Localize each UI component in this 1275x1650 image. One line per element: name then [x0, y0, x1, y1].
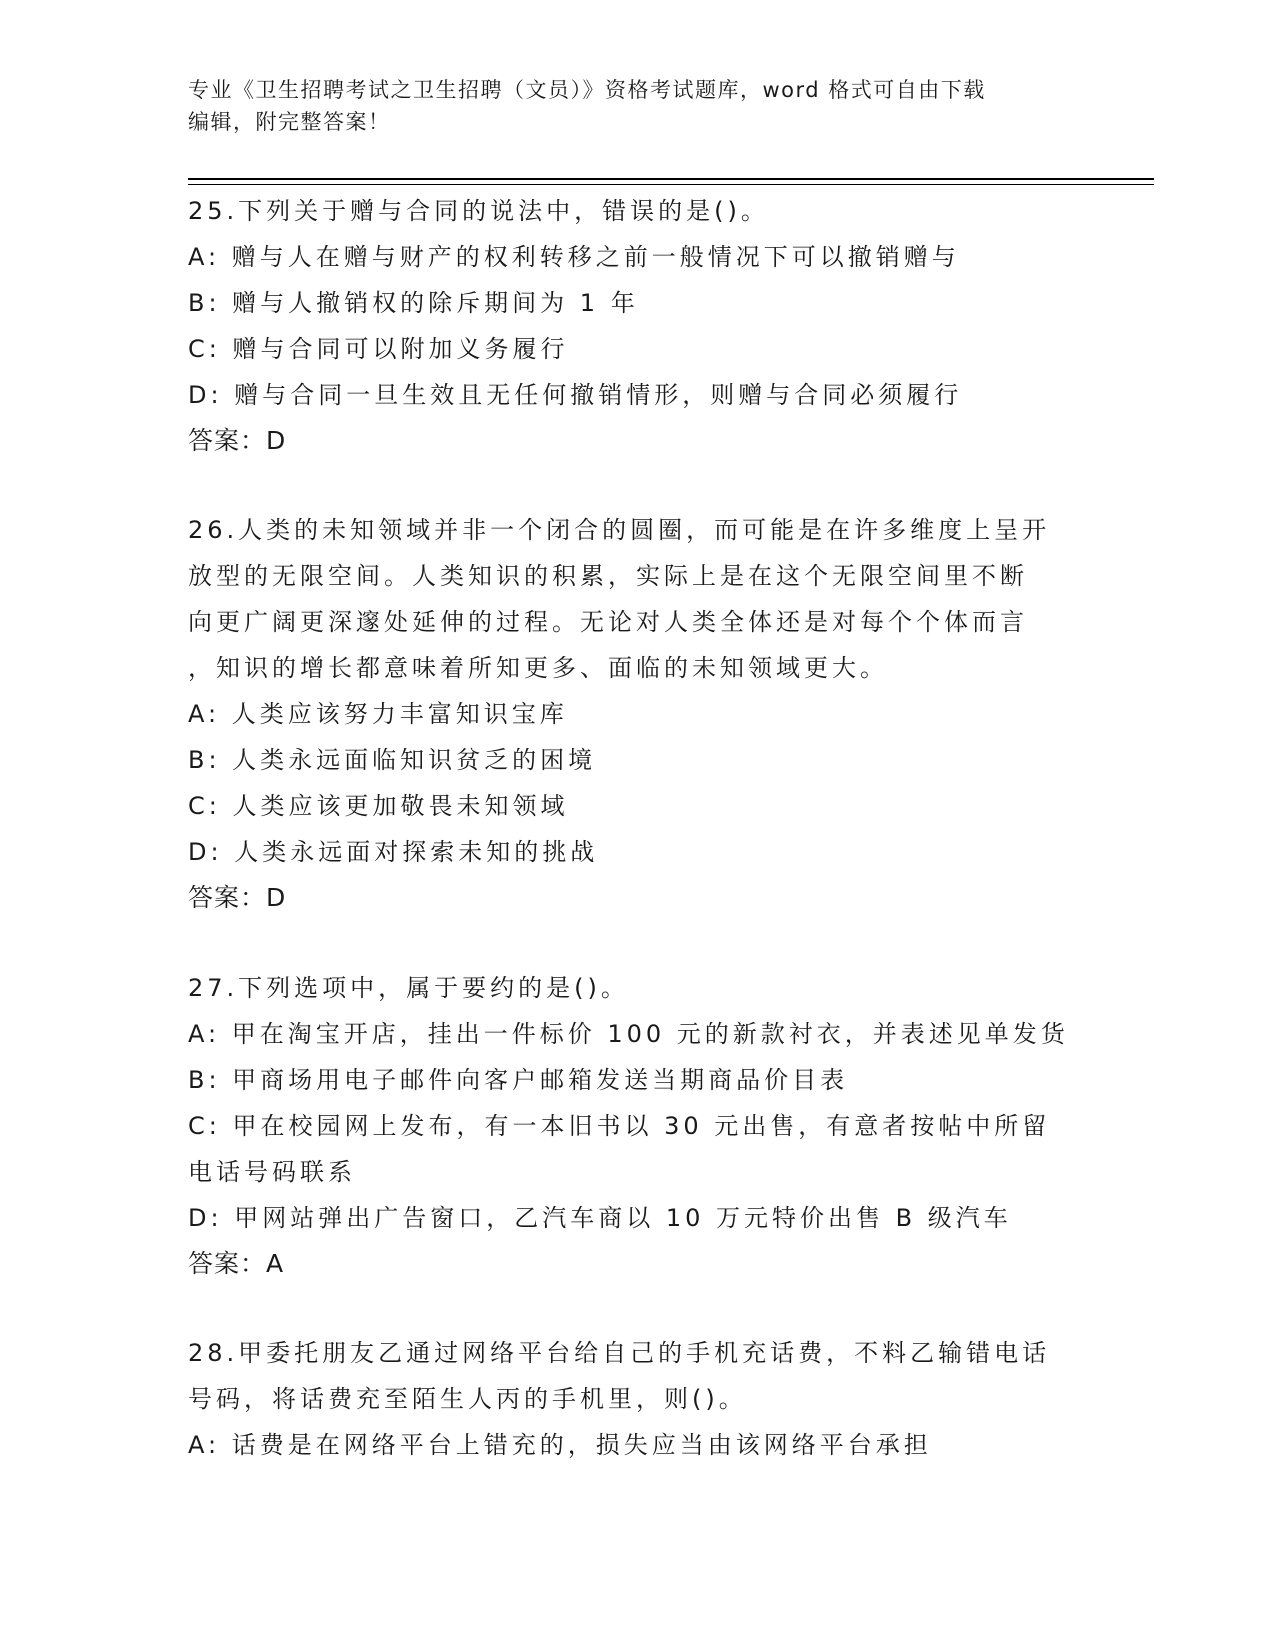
option-b: B: 赠与人撤销权的除斥期间为 1 年	[188, 289, 639, 317]
question-26	[188, 507, 1078, 921]
option-b: B: 甲商场用电子邮件向客户邮箱发送当期商品价目表	[188, 1066, 849, 1094]
option-d: D: 人类永远面对探索未知的挑战	[188, 838, 599, 866]
question-28	[188, 1330, 1078, 1468]
header-line-2: 编辑，附完整答案！	[188, 110, 391, 134]
option-a: A: 赠与人在赠与财产的权利转移之前一般情况下可以撤销赠与	[188, 243, 960, 271]
question-stem-line-2: 放型的无限空间。人类知识的积累，实际上是在这个无限空间里不断	[188, 562, 1028, 590]
question-27	[188, 965, 1078, 1287]
question-stem-line-3: 向更广阔更深邃处延伸的过程。无论对人类全体还是对每个个体而言	[188, 608, 1028, 636]
option-d: D: 甲网站弹出广告窗口，乙汽车商以 10 万元特价出售 B 级汽车	[188, 1204, 1012, 1232]
question-25	[188, 188, 1078, 464]
header-line-1: 专业《卫生招聘考试之卫生招聘（文员）》资格考试题库，word 格式可自由下载	[188, 78, 986, 102]
answer: 答案：D	[188, 883, 287, 912]
answer: 答案：A	[188, 1249, 285, 1278]
question-stem-line-2: 号码，将话费充至陌生人丙的手机里，则()。	[188, 1385, 747, 1413]
header-divider-thick	[188, 178, 1154, 180]
option-a: A: 甲在淘宝开店，挂出一件标价 100 元的新款衬衣，并表述见单发货	[188, 1020, 1069, 1048]
question-stem-line-1: 26.人类的未知领域并非一个闭合的圆圈，而可能是在许多维度上呈开	[188, 516, 1051, 544]
question-stem-line-4: ，知识的增长都意味着所知更多、面临的未知领域更大。	[188, 654, 888, 682]
answer: 答案：D	[188, 426, 287, 455]
option-a: A: 话费是在网络平台上错充的，损失应当由该网络平台承担	[188, 1431, 932, 1459]
option-c: C: 甲在校园网上发布，有一本旧书以 30 元出售，有意者按帖中所留	[188, 1112, 1051, 1140]
option-a: A: 人类应该努力丰富知识宝库	[188, 700, 568, 728]
question-stem: 25.下列关于赠与合同的说法中，错误的是()。	[188, 197, 769, 225]
option-c-continued: 电话号码联系	[188, 1158, 356, 1186]
option-c: C: 赠与合同可以附加义务履行	[188, 335, 569, 363]
option-d: D: 赠与合同一旦生效且无任何撤销情形，则赠与合同必须履行	[188, 381, 963, 409]
header-divider-thin	[188, 184, 1154, 185]
option-c: C: 人类应该更加敬畏未知领域	[188, 792, 569, 820]
option-b: B: 人类永远面临知识贫乏的困境	[188, 746, 597, 774]
document-header	[188, 74, 1088, 138]
question-stem: 27.下列选项中，属于要约的是()。	[188, 974, 629, 1002]
question-stem-line-1: 28.甲委托朋友乙通过网络平台给自己的手机充话费，不料乙输错电话	[188, 1339, 1051, 1367]
